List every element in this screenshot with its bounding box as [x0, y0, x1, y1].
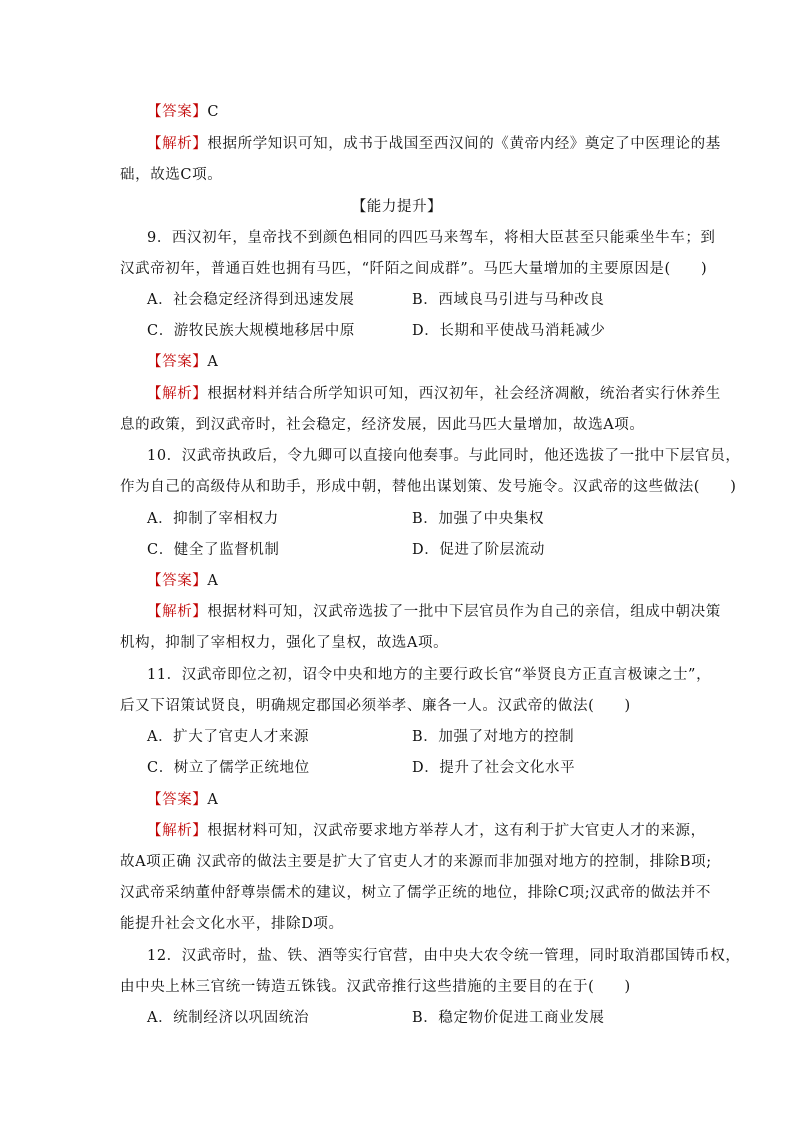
q11-analysis-line-3: 汉武帝采纳董仲舒尊崇儒术的建议，树立了儒学正统的地位，排除C项;汉武帝的做法并不 [120, 885, 711, 901]
q9-analysis-line-1: 【解析】根据材料并结合所学知识可知，西汉初年，社会经济凋敝，统治者实行休养生 [147, 386, 721, 402]
q11-analysis-line-4: 能提升社会文化水平，排除D项。 [120, 916, 344, 932]
q9-option-d: D．长期和平使战马消耗减少 [412, 323, 606, 339]
q11-stem-line-2: 后又下诏策试贤良，明确规定郡国必须举孝、廉各一人。汉武帝的做法( ) [120, 698, 631, 714]
q9-analysis-line-2: 息的政策，到汉武帝时，社会稳定，经济发展，因此马匹大量增加，故选A项。 [120, 417, 645, 433]
q10-analysis-line-1: 【解析】根据材料可知，汉武帝选拔了一批中下层官员作为自己的亲信，组成中朝决策 [147, 604, 721, 620]
q12-stem-line-1: 12．汉武帝时，盐、铁、酒等实行官营，由中央大农令统一管理，同时取消郡国铸币权， [147, 948, 741, 964]
q10-stem-line-2: 作为自己的高级侍从和助手，形成中朝，替他出谋划策、发号施令。汉武帝的这些做法( ) [120, 479, 737, 495]
q10-analysis-line-2: 机构，抑制了宰相权力，强化了皇权，故选A项。 [120, 635, 449, 651]
q10-option-d: D．促进了阶层流动 [412, 542, 546, 558]
q11-option-b: B．加强了对地方的控制 [412, 729, 575, 745]
q9-option-b: B．西域良马引进与马种改良 [412, 292, 605, 308]
q11-analysis-line-1: 【解析】根据材料可知，汉武帝要求地方举荐人才，这有利于扩大官吏人才的来源， [147, 823, 706, 839]
section-title: 【能力提升】 [351, 199, 443, 215]
q8-analysis-line-2: 础，故选C项。 [120, 167, 223, 183]
answer-tag: 【答案】 [147, 573, 208, 589]
answer-tag: 【答案】 [147, 792, 208, 808]
q9-answer [147, 352, 707, 372]
q11-option-a: A．扩大了官吏人才来源 [147, 729, 310, 745]
q11-option-d: D．提升了社会文化水平 [412, 760, 576, 776]
analysis-tag: 【解析】 [147, 386, 208, 402]
q8-analysis-line-1: 【解析】根据所学知识可知，成书于战国至西汉间的《黄帝内经》奠定了中医理论的基 [147, 136, 721, 152]
q10-option-a: A．抑制了宰相权力 [147, 511, 279, 527]
q12-option-b: B．稳定物价促进工商业发展 [412, 1010, 605, 1026]
q12-option-a: A．统制经济以巩固统治 [147, 1010, 310, 1026]
q11-stem-line-1: 11．汉武帝即位之初，诏令中央和地方的主要行政长官“举贤良方正直言极谏之士”， [147, 667, 712, 683]
q10-answer [147, 571, 707, 591]
q11-answer [147, 790, 707, 810]
q9-stem-line-1: 9．西汉初年，皇帝找不到颜色相同的四匹马来驾车，将相大臣甚至只能乘坐牛车；到 [147, 230, 716, 246]
answer-tag: 【答案】 [147, 104, 208, 120]
answer-value: A [207, 792, 219, 808]
answer-tag: 【答案】 [147, 354, 208, 370]
q10-option-b: B．加强了中央集权 [412, 511, 545, 527]
analysis-tag: 【解析】 [147, 604, 208, 620]
q10-stem-line-1: 10．汉武帝执政后，令九卿可以直接向他奏事。与此同时，他还选拔了一批中下层官员， [147, 448, 741, 464]
q9-option-a: A．社会稳定经济得到迅速发展 [147, 292, 355, 308]
q11-analysis-line-2: 故A项正确 汉武帝的做法主要是扩大了官吏人才的来源而非加强对地方的控制，排除B项; [120, 854, 712, 870]
analysis-tag: 【解析】 [147, 823, 208, 839]
q10-option-c: C．健全了监督机制 [147, 542, 280, 558]
answer-value: A [207, 354, 219, 370]
answer-value: A [207, 573, 219, 589]
q9-stem-line-2: 汉武帝初年，普通百姓也拥有马匹，“阡陌之间成群”。马匹大量增加的主要原因是( ) [120, 261, 708, 277]
analysis-tag: 【解析】 [147, 136, 208, 152]
q11-option-c: C．树立了儒学正统地位 [147, 760, 310, 776]
answer-value: C [207, 104, 220, 120]
q9-option-c: C．游牧民族大规模地移居中原 [147, 323, 355, 339]
q8-answer [147, 102, 707, 122]
q12-stem-line-2: 由中央上林三官统一铸造五铢钱。汉武帝推行这些措施的主要目的在于( ) [120, 979, 631, 995]
